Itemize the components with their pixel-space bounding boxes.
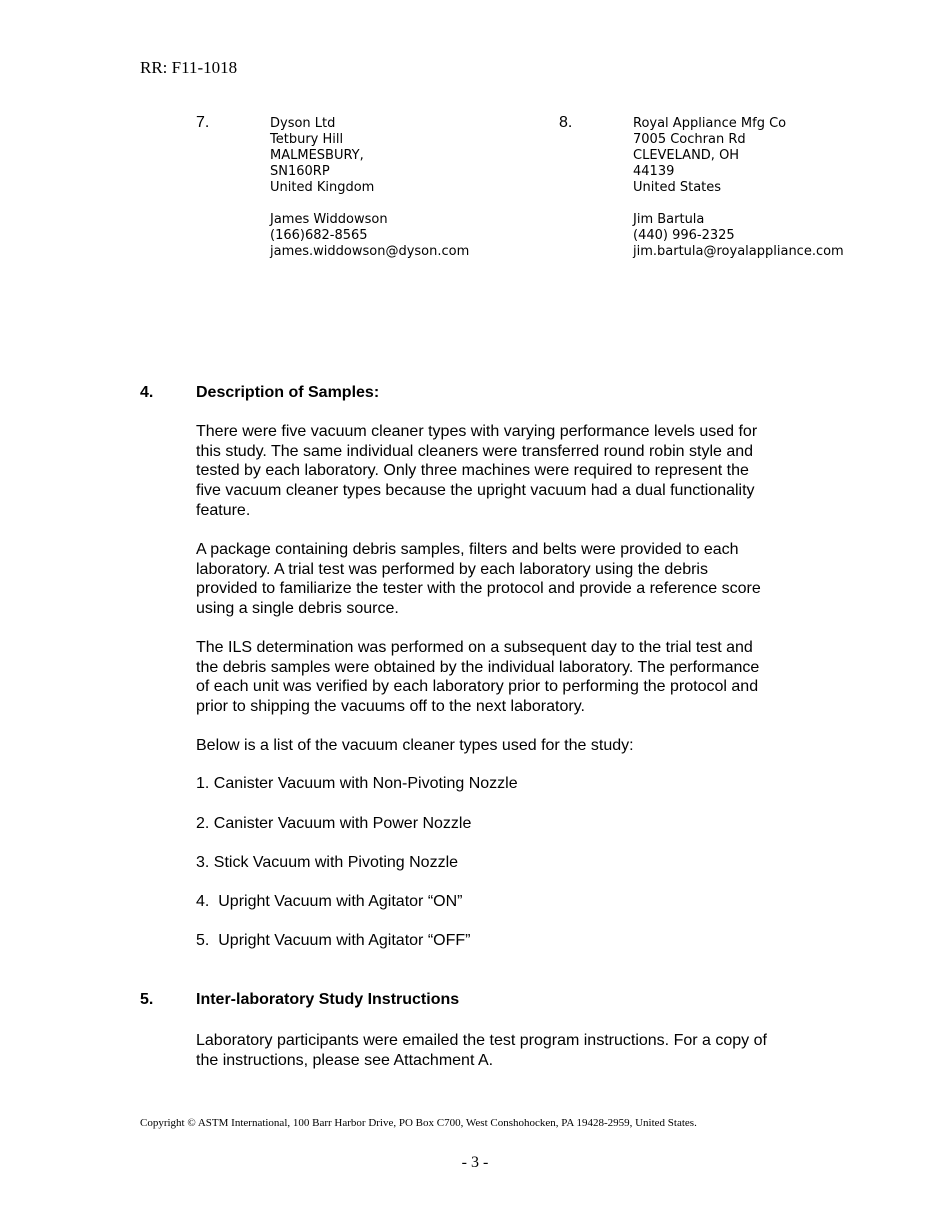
paragraph-line: the instructions, please see Attachment A.	[196, 1051, 494, 1069]
paragraph	[196, 1031, 816, 1070]
contact-address-line: United Kingdom	[270, 180, 375, 195]
contact-person: Jim Bartula	[633, 212, 705, 227]
list-item: 1. Canister Vacuum with Non-Pivoting Nozzle	[196, 775, 518, 792]
contact-company: Royal Appliance Mfg Co	[633, 116, 787, 131]
section-title: Description of Samples:	[196, 384, 380, 401]
report-id: RR: F11-1018	[140, 58, 238, 77]
contact-email: james.widdowson@dyson.com	[270, 244, 470, 259]
contact-number: 8.	[559, 114, 573, 131]
contact-email: jim.bartula@royalappliance.com	[633, 244, 844, 259]
paragraph-line: the debris samples were obtained by the individual laboratory. The performance	[196, 658, 760, 676]
contact-card-dyson	[270, 116, 469, 260]
page-number: - 3 -	[461, 1154, 489, 1171]
paragraph-line: feature.	[196, 501, 251, 519]
contact-person: James Widdowson	[270, 212, 388, 227]
paragraph-line: of each unit was verified by each laboratory prior to performing the protocol and	[196, 678, 759, 696]
paragraph-line: prior to shipping the vacuums off to the next laboratory.	[196, 698, 585, 716]
section-number: 5.	[140, 991, 154, 1008]
contact-address-line: SN160RP	[270, 164, 330, 179]
contact-number: 7.	[196, 114, 210, 131]
paragraph	[196, 540, 816, 619]
contact-company: Dyson Ltd	[270, 116, 336, 131]
contact-address-line: 44139	[633, 164, 675, 179]
copyright-footer: Copyright © ASTM International, 100 Barr Harbor Drive, PO Box C700, West Conshohocken, PA 19428-2959, United States.	[140, 1117, 697, 1129]
contact-address-line: Tetbury Hill	[270, 132, 344, 147]
contact-phone: (440) 996-2325	[633, 228, 735, 243]
paragraph-line: using a single debris source.	[196, 600, 399, 618]
list-item: 5. Upright Vacuum with Agitator “OFF”	[196, 932, 471, 949]
paragraph-line: laboratory. A trial test was performed by each laboratory using the debris	[196, 560, 708, 578]
section-number: 4.	[140, 384, 154, 401]
paragraph	[196, 736, 816, 756]
section-title: Inter-laboratory Study Instructions	[196, 991, 460, 1008]
paragraph-line: this study. The same individual cleaners were transferred round robin style and	[196, 442, 754, 460]
paragraph-line: five vacuum cleaner types because the upright vacuum had a dual functionality	[196, 482, 755, 500]
paragraph	[196, 638, 816, 717]
paragraph-line: tested by each laboratory. Only three machines were required to represent the	[196, 462, 749, 480]
contact-address-line: MALMESBURY,	[270, 148, 364, 163]
paragraph-line: provided to familiarize the tester with the protocol and provide a reference score	[196, 580, 761, 598]
list-item: 3. Stick Vacuum with Pivoting Nozzle	[196, 854, 459, 871]
paragraph-line: The ILS determination was performed on a subsequent day to the trial test and	[196, 639, 753, 656]
list-item: 4. Upright Vacuum with Agitator “ON”	[196, 893, 463, 910]
paragraph-line: Laboratory participants were emailed the test program instructions. For a copy of	[196, 1032, 767, 1049]
paragraph-line: There were five vacuum cleaner types with varying performance levels used for	[196, 423, 758, 440]
contact-address-line: CLEVELAND, OH	[633, 148, 740, 163]
paragraph	[196, 422, 816, 521]
contact-address-line: 7005 Cochran Rd	[633, 132, 746, 147]
paragraph-line: Below is a list of the vacuum cleaner types used for the study:	[196, 737, 634, 754]
contact-card-royal	[633, 116, 844, 260]
list-item: 2. Canister Vacuum with Power Nozzle	[196, 815, 472, 832]
contact-address-line: United States	[633, 180, 722, 195]
contact-phone: (166)682-8565	[270, 228, 368, 243]
paragraph-line: A package containing debris samples, filters and belts were provided to each	[196, 541, 739, 558]
